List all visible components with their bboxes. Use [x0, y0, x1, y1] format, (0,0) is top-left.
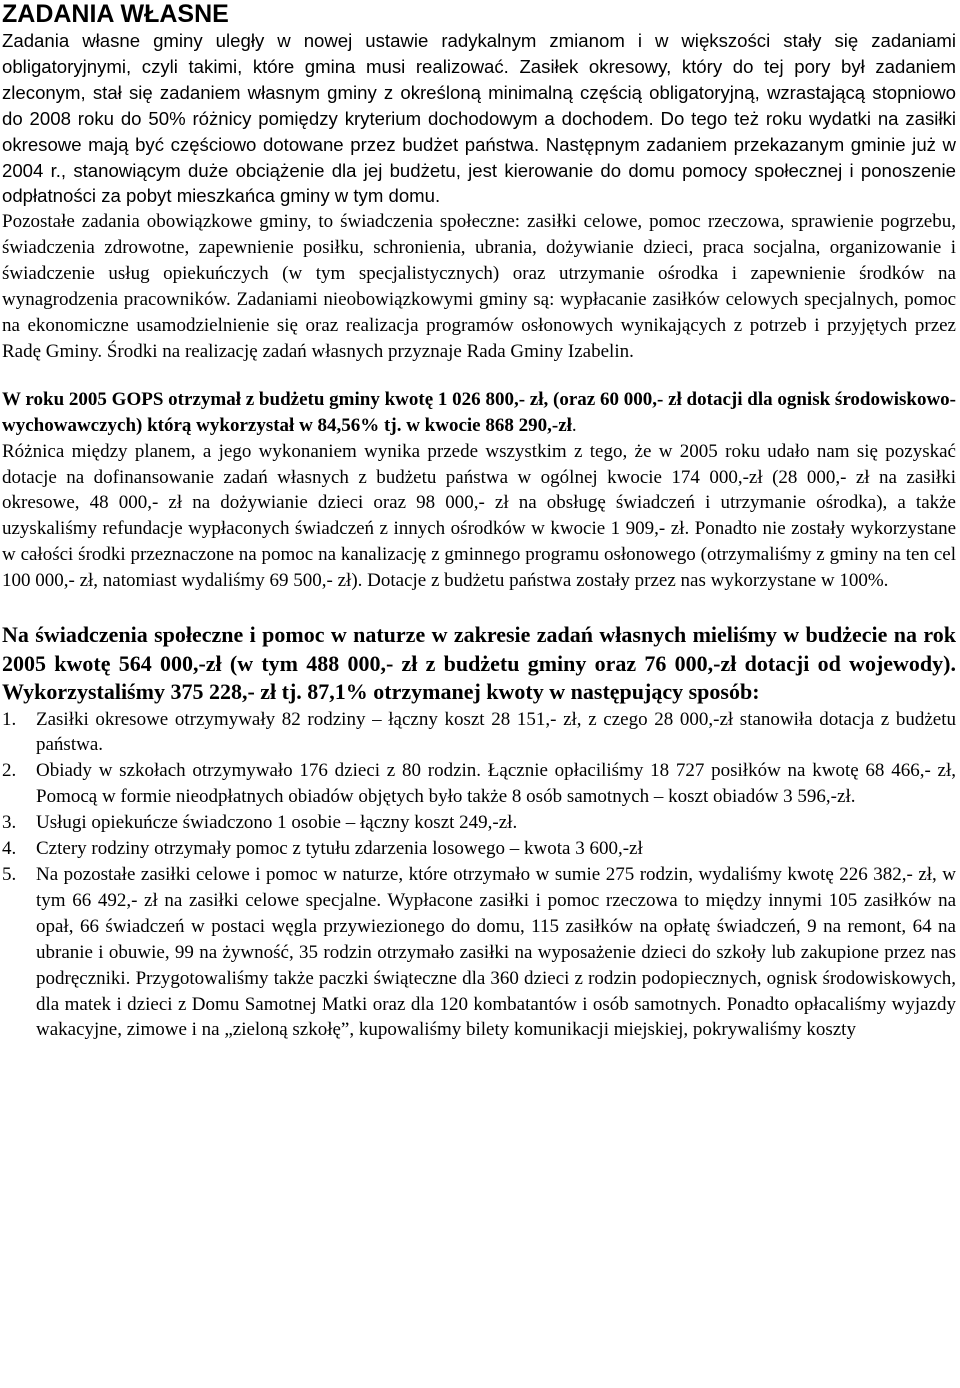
paragraph-social-benefits-budget: Na świadczenia społeczne i pomoc w naturze w zakresie zadań własnych mieliśmy w budżecie na rok 2005 kwotę 564 000,-zł (w tym 488 000,- zł z budżetu gminy oraz 76 000,-zł dotacji od wojewody). Wykorzystaliśmy 375 228,- zł tj. 87,1% otrzymanej kwoty w następujący sposób: — [2, 622, 956, 705]
list-item — [2, 758, 956, 810]
list-item-number: 4. — [2, 838, 17, 860]
budget-summary-tail: . — [571, 414, 577, 436]
list-item — [2, 707, 956, 759]
paragraph-other-tasks: Pozostałe zadania obowiązkowe gminy, to świadczenia społeczne: zasiłki celowe, pomoc rzeczowa, sprawienie pogrzebu, świadczenia zdrowotne, zapewnienie posiłku, schronienia, ubrania, dożywianie dzieci, praca socjalna, organizowanie i świadczenie usług opiekuńczych (w tym specjalistycznych) oraz utrzymanie ośrodka i zapewnienie środków na wynagrodzenia pracowników. Zadaniami nieobowiązkowymi gminy są: wypłacanie zasiłków celowych specjalnych, pomoc na ekonomiczne usamodzielnienie się oraz realizacja programów osłonowych wynikających z potrzeb i przyjętych przez Radę Gminy. Środki na realizację zadań własnych przyznaje Rada Gminy Izabelin. — [2, 211, 956, 362]
paragraph-own-tasks-part1: Zadania własne gminy uległy w nowej ustawie radykalnym zmianom i w większości stały się zadaniami obligatoryjnymi, czyli takimi, które gmina musi realizować. Zasiłek okresowy, który do tej pory był zadaniem zleconym, stał się zadaniem własnym gminy z określoną minimalną częścią obligatoryjną, wzrastającą stopniowo do 2008 roku do 50% różnicy pomiędzy kryterium dochodowym a dochodem. — [2, 30, 956, 129]
paragraph-own-tasks-part2: Do tego też roku wydatki na zasiłki okresowe mają być częściowo dotowane przez budżet państwa. Następnym zadaniem przekazanym gminie już w 2004 r., stanowiącym duże obciążenie dla jej budżetu, jest kierowanie do domu pomocy społecznej i ponoszenie odpłatności za pobyt mieszkańca gminy w tym domu. — [2, 107, 957, 207]
benefits-list — [2, 707, 956, 1044]
list-item-number: 1. — [2, 708, 17, 730]
list-item-text: Usługi opiekuńcze świadczono 1 osobie – łączny koszt 249,-zł. — [36, 812, 518, 834]
budget-summary-bold: W roku 2005 GOPS otrzymał z budżetu gminy kwotę 1 026 800,- zł, (oraz 60 000,- zł dotacji dla ognisk środowiskowo-wychowawczych) którą wykorzystał w 84,56% tj. w kwocie 868 290,-zł — [2, 388, 956, 436]
spacer — [2, 594, 956, 621]
paragraph-plan-difference: Różnica między planem, a jego wykonaniem wynika przede wszystkim z tego, że w 2005 roku udało nam się pozyskać dotacje na dofinansowanie zadań własnych z budżetu państwa w ogólnej kwocie 174 000,-zł (28 000,- zł na zasiłki okresowe, 48 000,- zł na dożywianie dzieci oraz 98 000,- zł na obsługę świadczeń i utrzymanie ośrodka), a także uzyskaliśmy refundacje wypłaconych świadczeń z innych ośrodków w kwocie 1 909,- zł. Ponadto nie zostały wykorzystane w całości środki przeznaczone na pomoc na kanalizację z gminnego programu osłonowego (otrzymaliśmy z gminy na ten cel 100 000,- zł, natomiast wydaliśmy 69 500,- zł). Dotacje z budżetu państwa zostały przez nas wykorzystane w 100%. — [2, 440, 956, 592]
list-item-number: 2. — [2, 760, 17, 782]
list-item-text: Cztery rodziny otrzymały pomoc z tytułu zdarzenia losowego – kwota 3 600,-zł — [36, 838, 643, 860]
paragraph-budget-summary — [2, 387, 956, 439]
list-item-number: 3. — [2, 812, 17, 834]
section-heading: ZADANIA WŁASNE — [2, 0, 229, 28]
list-item-text: Zasiłki okresowe otrzymywały 82 rodziny – łączny koszt 28 151,- zł, z czego 28 000,-zł stanowiła dotacja z budżetu państwa. — [36, 708, 956, 756]
list-item-text: Obiady w szkołach otrzymywało 176 dzieci z 80 rodzin. Łącznie opłaciliśmy 18 727 posiłków na kwotę 68 466,- zł, Pomocą w formie nieodpłatnych obiadów objętych było także 8 osób samotnych – koszt obiadów 3 596,-zł. — [36, 760, 956, 808]
list-item — [2, 810, 956, 836]
spacer — [2, 365, 956, 387]
list-item — [2, 836, 956, 862]
paragraph-own-tasks-intro — [2, 28, 956, 209]
list-item — [2, 862, 956, 1043]
list-item-text: Na pozostałe zasiłki celowe i pomoc w naturze, które otrzymało w sumie 275 rodzin, wydaliśmy kwotę 226 382,- zł, w tym 66 492,- zł na zasiłki celowe specjalne. Wypłacone zasiłki i pomoc rzeczowa to między innymi 105 zasiłków na opał, 66 świadczeń w postaci węgla przywiezionego do domu, 115 zasiłków na opłatę świadczeń, 9 na remont, 64 na ubranie i obuwie, 99 na żywność, 35 rodzin otrzymało zasiłki na wyposażenie dzieci do szkoły lub zakupione przez nas podręczniki. Przygotowaliśmy także paczki świąteczne dla 360 dzieci z rodzin podopiecznych, ognisk środowiskowych, dla matek i dzieci z Domu Samotnej Matki oraz dla 120 kombatantów i osób samotnych. Ponadto opłacaliśmy wyjazdy wakacyjne, zimowe i na „zieloną szkołę”, kupowaliśmy bilety komunikacji miejskiej, pokrywaliśmy koszty — [36, 863, 956, 1041]
list-item-number: 5. — [2, 863, 17, 885]
